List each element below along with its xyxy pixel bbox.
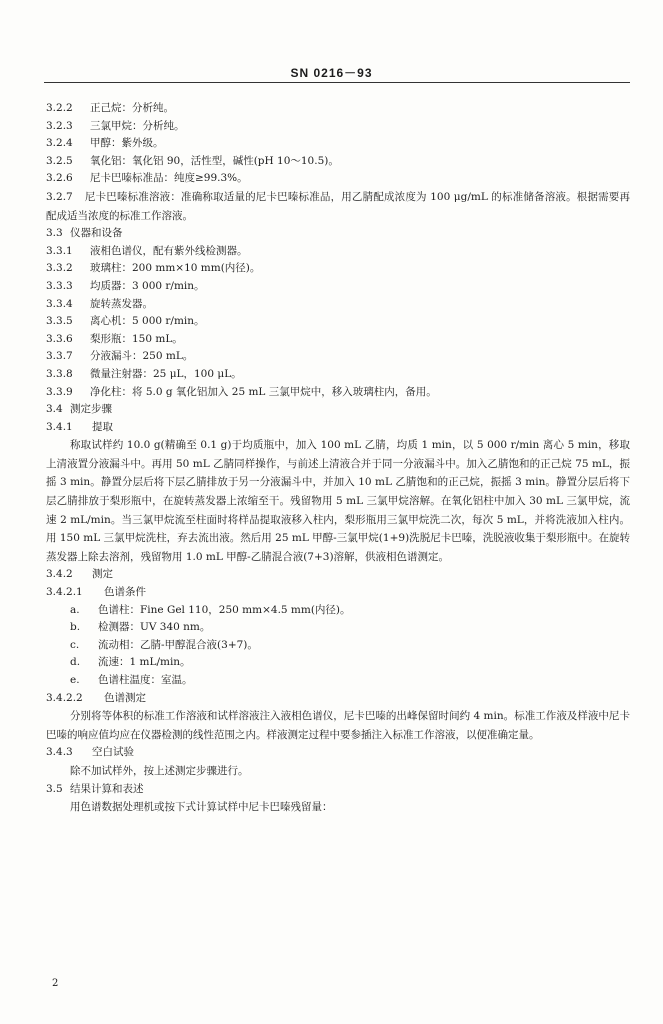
body-paragraph: 除不加试样外，按上述测定步骤进行。 (70, 764, 249, 777)
list-item (46, 135, 630, 153)
clause-number: 3.2.4 (46, 137, 73, 150)
clause-text: 色谱测定 (104, 691, 146, 704)
clause-text: 三氯甲烷：分析纯。 (90, 119, 185, 132)
clause-number: 3.3.6 (46, 332, 73, 345)
numbered-paragraph (46, 188, 630, 225)
list-item (46, 331, 630, 349)
list-item (46, 384, 630, 402)
clause-number: 3.3.9 (46, 385, 73, 398)
list-item (46, 619, 630, 637)
clause-number: 3.4.3 (46, 746, 73, 759)
list-item (46, 260, 630, 278)
clause-text: 旋转蒸发器。 (90, 297, 153, 310)
list-item (46, 313, 630, 331)
clause-number: 3.5 (46, 782, 63, 795)
list-item (46, 602, 630, 620)
clause-text: 液相色谱仪，配有紫外线检测器。 (90, 244, 248, 257)
clause-text: 分液漏斗：250 mL。 (90, 350, 194, 363)
standard-number-header: SN 0216－93 (290, 66, 373, 80)
page-number: 2 (52, 978, 59, 989)
list-item-text: 色谱柱温度：室温。 (98, 674, 193, 686)
list-item (46, 296, 630, 314)
clause-text: 色谱条件 (104, 586, 146, 599)
list-item-text: 检测器：UV 340 nm。 (98, 621, 211, 634)
clause-text: 测定步骤 (70, 403, 112, 416)
header-rule (44, 82, 630, 83)
clause-number: 3.4.2.1 (46, 586, 83, 599)
clause-text: 测定 (92, 568, 113, 581)
list-marker: c. (70, 638, 80, 651)
clause-text: 提取 (92, 420, 113, 433)
list-item (46, 672, 630, 690)
clause-number: 3.2.6 (46, 172, 73, 185)
clause-text: 尼卡巴嗪标准溶液：准确称取适量的尼卡巴嗪标准品，用乙腈配成浓度为 100 μg/mL 的标准储备溶液。根据需要再配成适当浓度的标准工作溶液。 (46, 190, 630, 222)
clause-text: 微量注射器：25 μL，100 μL。 (90, 367, 242, 380)
clause-number: 3.4.2 (46, 568, 73, 581)
section-heading (46, 566, 630, 584)
clause-text: 均质器：3 000 r/min。 (90, 279, 205, 292)
document-body (46, 100, 630, 817)
section-heading (46, 781, 630, 799)
clause-number: 3.2.5 (46, 154, 73, 167)
clause-text: 正己烷：分析纯。 (90, 102, 174, 114)
section-heading (46, 419, 630, 437)
clause-text: 梨形瓶：150 mL。 (90, 332, 183, 345)
clause-text: 空白试验 (92, 746, 134, 759)
clause-number: 3.2.2 (46, 102, 73, 114)
clause-text: 离心机：5 000 r/min。 (90, 315, 205, 328)
clause-text: 氧化铝：氧化铝 90，活性型，碱性(pH 10～10.5)。 (90, 154, 339, 167)
body-paragraph: 称取试样约 10.0 g(精确至 0.1 g)于均质瓶中，加入 100 mL 乙腈，均质 1 min，以 5 000 r/min 离心 5 min，移取上清液置分液漏斗中。再用 50 mL 乙腈同样操作，与前述上清液合并于同一分液漏斗中。加入乙腈饱和的正己烷 75 mL，振摇 3 min。静置分层后将下层乙腈排放于另一分液漏斗中，并加入 10 mL 乙腈饱和的正己烷，振摇 3 min。静置分层后将下层乙腈排放于梨形瓶中，在旋转蒸发器上浓缩至干。残留物用 5 mL 三氯甲烷溶解。在氧化铝柱中加入 30 mL 三氯甲烷，流速 2 mL/min。当三氯甲烷流至柱面时将样品提取液移入柱内，梨形瓶用三氯甲烷洗二次，每次 5 mL，并将洗液加入柱内。用 150 mL 三氯甲烷洗柱，弃去流出液。然后用 25 mL 甲醇-三氯甲烷(1+9)洗脱尼卡巴嗪，洗脱液收集于梨形瓶中。在旋转蒸发器上除去溶剂，残留物用 1.0 mL 甲醇-乙腈混合液(7+3)溶解，供液相色谱测定。 (46, 439, 630, 563)
list-item-text: 流速：1 mL/min。 (98, 656, 191, 669)
clause-number: 3.3.1 (46, 244, 73, 257)
clause-number: 3.3.2 (46, 262, 73, 275)
clause-text: 净化柱：将 5.0 g 氧化铝加入 25 mL 三氯甲烷中，移入玻璃柱内，备用。 (90, 385, 437, 398)
list-item (46, 278, 630, 296)
clause-number: 3.3.7 (46, 350, 73, 363)
list-item (46, 118, 630, 136)
list-item (46, 366, 630, 384)
section-heading (46, 584, 630, 602)
list-item (46, 654, 630, 672)
clause-number: 3.3 (46, 227, 63, 240)
section-heading (46, 690, 630, 708)
clause-number: 3.2.7 (46, 190, 73, 203)
list-item (46, 243, 630, 261)
list-item (46, 170, 630, 188)
clause-number: 3.2.3 (46, 119, 73, 132)
list-marker: b. (70, 621, 81, 634)
list-item-text: 流动相：乙腈-甲醇混合液(3+7)。 (98, 638, 258, 651)
list-item (46, 348, 630, 366)
list-item (46, 637, 630, 655)
clause-number: 3.4.1 (46, 420, 73, 433)
section-heading (46, 744, 630, 762)
body-paragraph: 用色谱数据处理机或按下式计算试样中尼卡巴嗪残留量： (70, 801, 333, 814)
list-marker: a. (70, 603, 80, 616)
clause-number: 3.3.3 (46, 279, 73, 292)
section-heading (46, 225, 630, 243)
list-marker: d. (70, 656, 81, 669)
clause-text: 尼卡巴嗪标准品：纯度≥99.3%。 (90, 172, 248, 185)
clause-number: 3.3.4 (46, 297, 73, 310)
list-item (46, 153, 630, 171)
body-paragraph: 分别将等体积的标准工作溶液和试样溶液注入液相色谱仪，尼卡巴嗪的出峰保留时间约 4 min。标准工作液及样液中尼卡巴嗪的响应值均应在仪器检测的线性范围之内。样液测定过程中要参插注入标准工作溶液，以便准确定量。 (46, 710, 630, 741)
list-item (46, 100, 630, 118)
clause-text: 玻璃柱：200 mm×10 mm(内径)。 (90, 262, 261, 275)
section-heading (46, 401, 630, 419)
clause-number: 3.3.5 (46, 315, 73, 328)
clause-number: 3.4.2.2 (46, 691, 83, 704)
list-item-text: 色谱柱：Fine Gel 110，250 mm×4.5 mm(内径)。 (98, 603, 351, 616)
clause-text: 甲醇：紫外级。 (90, 137, 164, 150)
list-marker: e. (70, 674, 80, 686)
clause-text: 仪器和设备 (70, 227, 123, 240)
clause-number: 3.3.8 (46, 367, 73, 380)
clause-text: 结果计算和表述 (70, 782, 144, 795)
clause-number: 3.4 (46, 403, 63, 416)
